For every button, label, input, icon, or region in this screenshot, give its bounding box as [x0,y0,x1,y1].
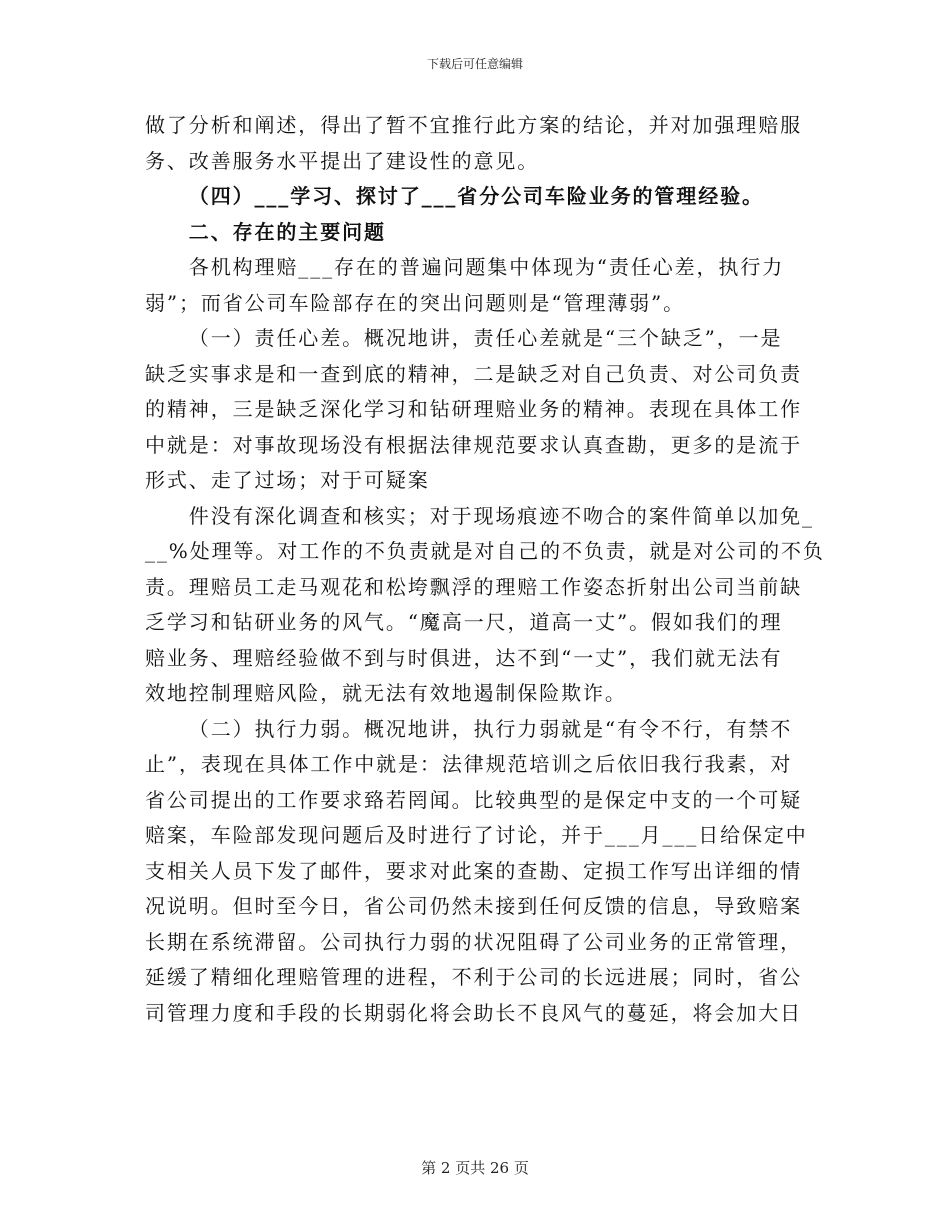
text-line: 的精神，三是缺乏深化学习和钻研理赔业务的精神。表现在具体工作 [145,397,802,421]
text-line: 件没有深化调查和核实；对于现场痕迹不吻合的案件简单以加免_ [188,503,814,528]
text-line: 弱”；而省公司车险部存在的突出问题则是“管理薄弱”。 [145,290,686,315]
text-line: （四）___学习、探讨了___省分公司车险业务的管理经验。 [188,184,764,208]
text-line: 乏学习和钻研业务的风气。“魔高一尺，道高一丈”。假如我们的理 [145,610,783,634]
document-body [145,108,825,1031]
text-line: __%处理等。对工作的不负责就是对自己的不负责，就是对公司的不负 [145,539,825,563]
text-line: （一）责任心差。概况地讲，责任心差就是“三个缺乏”，一是 [188,326,783,350]
text-line: 司管理力度和手段的长期弱化将会助长不良风气的蔓延，将会加大日 [145,1000,802,1025]
text-line: 各机构理赔___存在的普遍问题集中体现为“责任心差，执行力 [188,255,785,279]
text-line: 省公司提出的工作要求臵若罔闻。比较典型的是保定中支的一个可疑 [145,787,802,812]
text-line: 形式、走了过场；对于可疑案 [145,468,430,492]
text-line: 责。理赔员工走马观花和松垮飘浮的理赔工作姿态折射出公司当前缺 [145,574,802,599]
text-line: 做了分析和阐述，得出了暂不宜推行此方案的结论，并对加强理赔服 [145,113,802,137]
text-line: 效地控制理赔风险，就无法有效地遏制保险欺诈。 [145,681,627,705]
text-line: 务、改善服务水平提出了建设性的意见。 [145,148,540,173]
page-header: 下载后可任意编辑 [426,57,523,71]
text-line: 赔业务、理赔经验做不到与时俱进，达不到“一丈”，我们就无法有 [145,645,783,670]
text-line: 延缓了精细化理赔管理的进程，不利于公司的长远进展；同时，省公 [145,965,802,989]
text-line: 赔案，车险部发现问题后及时进行了讨论，并于___月___日给保定中 [145,823,808,847]
text-line: 支相关人员下发了邮件，要求对此案的查勘、定损工作写出详细的情 [145,858,802,883]
text-line: （二）执行力弱。概况地讲，执行力弱就是“有令不行，有禁不 [188,716,793,741]
page-footer: 第 2 页共 26 页 [421,1159,529,1177]
text-line: 缺乏实事求是和一查到底的精神，二是缺乏对自己负责、对公司负责 [145,361,802,386]
text-line: 中就是：对事故现场没有根据法律规范要求认真查勘，更多的是流于 [145,432,802,457]
text-line: 二、存在的主要问题 [188,219,386,244]
text-line: 长期在系统滞留。公司执行力弱的状况阻碍了公司业务的正常管理， [145,929,802,954]
text-line: 止”，表现在具体工作中就是：法律规范培训之后依旧我行我素，对 [145,752,793,776]
text-line: 况说明。但时至今日，省公司仍然未接到任何反馈的信息，导致赔案 [145,894,802,918]
